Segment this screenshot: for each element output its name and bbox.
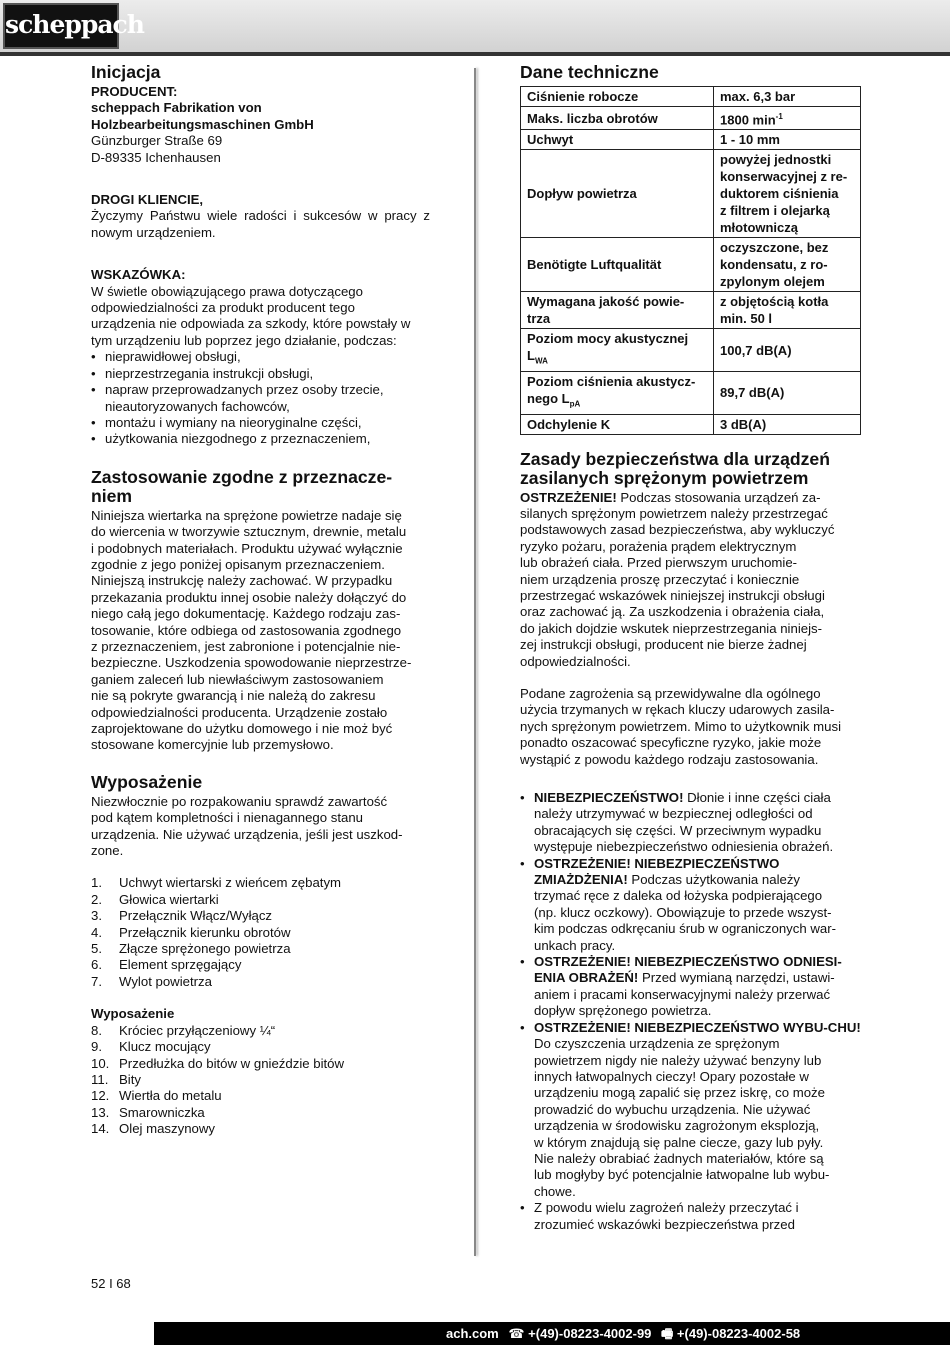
hazard-text: kim podczas odkręcaniu śrub w ograniczonych war-: [534, 921, 836, 937]
spec-value-text: duktorem ciśnienia: [720, 186, 839, 202]
list-item: • nieprawidłowej obsługi,: [91, 349, 430, 365]
spec-label-text: Uchwyt: [527, 132, 574, 148]
item-text: Olej maszynowy: [119, 1121, 216, 1137]
hazard-text: urządzeniu mogą zapalić się przez iskrę, co może: [534, 1085, 825, 1101]
safety-line: zej instrukcji obsługi, producent nie bierze żadnej: [520, 637, 807, 653]
equipment-text: [91, 794, 430, 860]
safety-line: niem urządzenia proszę przeczytać i koniecznie: [520, 571, 800, 587]
list-item: [91, 941, 430, 957]
spec-value-text: konserwacyjnej z re-: [720, 169, 848, 185]
hazard-text: lub mogłyby być potencjalnie łatwopalne lub wybu-: [534, 1167, 830, 1183]
usage-line: stosowane komercyjnie lub przemysłowo.: [91, 737, 334, 753]
list-item: • napraw przeprowadzanych przez osoby trzecie, nieautoryzowanych fachowców,: [91, 382, 430, 415]
usage-text: [91, 508, 430, 754]
hazard-text: zrozumieć wskazówki bezpieczeństwa przed: [534, 1216, 795, 1232]
hazard-text: Dłonie i inne części ciała: [683, 790, 831, 806]
table-row: [521, 329, 861, 372]
dear-customer-label: DROGI KLIENCIE,: [91, 192, 204, 208]
table-row: [521, 371, 861, 414]
hazard-text: trzymać ręce z daleka od łożyska podpierającego: [534, 888, 823, 904]
usage-line: niego całą jego dokumentację. Każdego rodzaju zas-: [91, 606, 401, 622]
spec-value-text: min. 50 l: [720, 311, 773, 327]
usage-line: odpowiedzialności producenta. Urządzenie zostało: [91, 704, 388, 720]
hazard-text: Do czyszczenia urządzenia ze sprężonym: [534, 1036, 780, 1052]
hazard-label: OSTRZEŻENIE! NIEBEZPIECZEŃSTWO ZMIAŻDŻENIA!: [534, 855, 780, 888]
note-line: odpowiedzialności za produkt producent tego: [91, 300, 355, 316]
usage-line: do wiercenia w tworzywie sztucznym, drewnie, metalu: [91, 524, 407, 540]
spec-label: [521, 87, 714, 107]
producer-label: PRODUCENT:: [91, 84, 178, 99]
spec-value-text: z filtrem i olejarką: [720, 203, 830, 219]
footer-blank: [0, 1322, 154, 1345]
hazard-text: prowadzić do wybuchu urządzenia. Nie używać: [534, 1101, 811, 1117]
spec-label: [521, 414, 714, 434]
safety-line: oraz zachować ją. Za uszkodzenia i obrażenia ciała,: [520, 604, 825, 620]
safety-line: [520, 490, 861, 506]
spec-value-text: powyżej jednostki: [720, 152, 832, 168]
item-text: Bity: [119, 1071, 141, 1087]
hazard-text: występuje niebezpieczeństwo odniesienia obrażeń.: [534, 839, 834, 855]
table-row: [521, 292, 861, 329]
item-text: Złącze sprężonego powietrza: [119, 941, 291, 957]
producer-name-2: Holzbearbeitungsmaschinen GmbH: [91, 116, 314, 132]
equipment-line: urządzenia. Nie używać urządzenia, jeśli jest uszkod-: [91, 826, 403, 842]
list-item: [91, 1072, 430, 1088]
hazard-text: urządzenia w środowisku zagrożonym eksplozją,: [534, 1118, 820, 1134]
item-text: Wiertła do metalu: [119, 1088, 222, 1104]
hazard-text: chowe.: [534, 1183, 576, 1199]
safety-para-2: [520, 686, 861, 768]
hazard-text: unkach pracy.: [534, 937, 616, 953]
item-number: 5.: [91, 941, 102, 957]
item-number: 11.: [91, 1071, 109, 1087]
spec-label-text: Odchylenie K: [527, 416, 611, 432]
safety-line: wystąpić z powodu każdego rodzaju zastosowania.: [520, 751, 819, 767]
spec-value: [714, 329, 861, 372]
spec-label: [521, 371, 714, 414]
hazard-text: obracających się części. W przeciwnym wypadku: [534, 822, 822, 838]
hazard-text: powietrzem nigdy nie należy używać benzyny lub: [534, 1052, 822, 1068]
hazard-text: (np. klucz oczkowy). Obowiązuje to przede wszyst-: [534, 904, 832, 920]
hazard-text: w którym znajdują się palne ciecze, gazy lub pyły.: [534, 1134, 824, 1150]
list-item: [91, 1105, 430, 1121]
list-item: [91, 925, 430, 941]
spec-label-text: Poziom mocy akustycznej: [527, 331, 689, 347]
spec-value-text: 100,7 dB(A): [720, 342, 792, 358]
footer-fax: 🖷 +(49)-08223-4002-58: [661, 1326, 801, 1341]
footer-contact: [446, 1325, 806, 1347]
safety-line: nych sprężonym powietrzem. Mimo to użytkownik musi: [520, 718, 841, 734]
item-number: 6.: [91, 957, 102, 973]
equipment-line: Niezwłocznie po rozpakowaniu sprawdź zawartość: [91, 793, 388, 809]
usage-line: zaprojektowane do użytku domowego i nie moż być: [91, 721, 393, 736]
warning-text: Podczas stosowania urządzeń za-: [616, 489, 821, 505]
note-bullet-list: [91, 349, 430, 447]
header-bar: [0, 0, 950, 56]
list-item: [520, 1020, 861, 1200]
spec-label-text: nego L: [527, 390, 570, 406]
column-divider: [474, 68, 476, 1256]
equipment-line: zone.: [91, 843, 124, 859]
spec-subscript: pA: [569, 399, 581, 409]
table-row: [521, 238, 861, 292]
hazard-text: Przed wymianą narzędzi, ustawi-: [638, 970, 835, 986]
spec-value-text: młotowniczą: [720, 220, 799, 236]
spec-label: [521, 150, 714, 238]
item-text: Element sprzęgający: [119, 957, 242, 973]
spec-value-text: kondensatu, z ro-: [720, 257, 828, 273]
item-text: Przedłużka do bitów w gnieździe bitów: [119, 1055, 345, 1071]
table-row: [521, 150, 861, 238]
right-column: [520, 63, 861, 1233]
footer-web: ach.com: [446, 1326, 499, 1341]
usage-line: z przeznaczeniem, jest zabronione i potencjalnie nie-: [91, 638, 401, 654]
address-line-2: D-89335 Ichenhausen: [91, 149, 221, 165]
note-line: W świetle obowiązującego prawa dotyczącego: [91, 283, 363, 299]
spec-label: [521, 329, 714, 372]
hazard-text: Z powodu wielu zagrożeń należy przeczytać i: [534, 1200, 799, 1216]
hazard-text: aniem i pracami konserwacyjnymi należy przerwać: [534, 986, 831, 1002]
list-item: • nieprzestrzegania instrukcji obsługi,: [91, 366, 430, 382]
intro-title: Inicjacja: [91, 62, 161, 82]
usage-line: i podobnych materiałach. Produktu używać wyłącznie: [91, 540, 403, 556]
list-item: [91, 1023, 430, 1039]
warning-label: OSTRZEŻENIE!: [520, 489, 617, 505]
usage-line: przekazania produktu innej osobie należy dołączyć do: [91, 589, 407, 605]
accessories-title: Wyposażenie: [91, 1006, 175, 1022]
list-item: [91, 908, 430, 924]
hazard-text: dopływ sprężonego powietrza.: [534, 1003, 712, 1019]
note-line: urządzenia nie odpowiada za szkody, które powstały w: [91, 316, 411, 332]
spec-value: [714, 292, 861, 329]
list-item: [91, 957, 430, 973]
note-text: [91, 284, 430, 350]
footer-bar: [0, 1322, 950, 1345]
spec-value-text: 1800 min: [720, 112, 776, 128]
safety-line: odpowiedzialności.: [520, 653, 631, 669]
usage-line: zgodnie z jego poniżej opisanym przeznaczeniem.: [91, 556, 385, 572]
usage-line: bezpieczne. Uszkodzenia spowodowanie nieprzestrze-: [91, 655, 412, 671]
safety-line: lub obrażeń ciała. Przed pierwszym uruchomie-: [520, 555, 798, 571]
item-number: 7.: [91, 973, 102, 989]
usage-line: ganiem zaleceń lub niewłaściwym zastosowaniem: [91, 671, 384, 687]
hazard-text: Nie należy obrabiać żadnych materiałów, które są: [534, 1150, 824, 1166]
safety-bullet-list: [520, 790, 861, 1233]
safety-line: ryzyko pożaru, porażenia prądem elektrycznym: [520, 538, 797, 554]
list-item: • użytkowania niezgodnego z przeznaczeniem,: [91, 431, 430, 447]
item-text: Klucz mocujący: [119, 1039, 211, 1055]
producer-name-1: scheppach Fabrikation von: [91, 100, 262, 116]
list-item: [520, 856, 861, 954]
spec-value: [714, 87, 861, 107]
brand-logo: scheppach: [3, 3, 119, 49]
safety-line: silanych sprężonym powietrzem należy przestrzegać: [520, 505, 828, 521]
item-number: 8.: [91, 1022, 102, 1038]
item-number: 4.: [91, 924, 102, 940]
item-number: 3.: [91, 908, 102, 924]
spec-superscript: -1: [775, 112, 783, 121]
spec-value-text: zpylonym olejem: [720, 274, 825, 290]
safety-intro: [520, 490, 861, 670]
usage-title-line-1: Zastosowanie zgodne z przeznacze-: [91, 466, 393, 487]
usage-title-line-2: niem: [91, 485, 133, 506]
spec-value-text: 1 - 10 mm: [720, 132, 780, 148]
table-row: [521, 130, 861, 150]
equipment-line: pod kątem kompletności i nienagannego stanu: [91, 810, 363, 826]
item-text: Przełącznik kierunku obrotów: [119, 924, 291, 940]
spec-label-text: Dopływ powietrza: [527, 186, 637, 202]
safety-title-line-1: Zasady bezpieczeństwa dla urządzeń: [520, 448, 830, 469]
note-label: WSKAZÓWKA:: [91, 267, 186, 283]
spec-label: [521, 238, 714, 292]
accessories-list: [91, 1023, 430, 1138]
note-line: tym urządzeniu lub poprzez jego działanie, podczas:: [91, 332, 397, 348]
item-number: 12.: [91, 1088, 110, 1104]
list-item: [91, 1039, 430, 1055]
spec-value: [714, 371, 861, 414]
item-text: Króciec przyłączeniowy ¼“: [119, 1022, 276, 1038]
hazard-text: należy utrzymywać w bezpiecznej odległości od: [534, 806, 813, 822]
spec-label: [521, 130, 714, 150]
item-number: 14.: [91, 1121, 110, 1137]
page-number: 52 I 68: [91, 1276, 131, 1291]
left-column: [91, 63, 430, 1138]
list-item: [91, 1088, 430, 1104]
spec-subscript: WA: [534, 356, 548, 366]
parts-list: [91, 875, 430, 990]
footer-phone: ☎ +(49)-08223-4002-99: [508, 1326, 652, 1341]
spec-label: [521, 292, 714, 329]
spec-label-text: Ciśnienie robocze: [527, 89, 639, 104]
table-row: [521, 87, 861, 107]
list-item: [91, 974, 430, 990]
hazard-label: NIEBEZPIECZEŃSTWO!: [534, 790, 684, 806]
spec-label-text: Maks. liczba obrotów: [527, 110, 658, 126]
safety-line: podstawowych zasad bezpieczeństwa, aby wykluczyć: [520, 522, 835, 538]
safety-line: do jakich dojdzie wskutek nieprzestrzegania niniejs-: [520, 620, 823, 636]
spec-label-text: Benötigte Luftqualität: [527, 257, 662, 273]
spec-value-text: 3 dB(A): [720, 416, 767, 432]
spec-value: [714, 130, 861, 150]
equipment-title: Wyposażenie: [91, 771, 203, 792]
spec-value: [714, 238, 861, 292]
list-item: [91, 1056, 430, 1072]
list-item: [91, 875, 430, 891]
list-item: • montażu i wymiany na nieoryginalne części,: [91, 415, 430, 431]
spec-label-text: trza: [527, 311, 551, 327]
usage-line: Niniejszą instrukcję należy zachować. W przypadku: [91, 573, 393, 589]
spec-value-text: oczyszczone, bez: [720, 240, 829, 256]
hazard-label: OSTRZEŻENIE! NIEBEZPIECZEŃSTWO ODNIESI-ENIA OBRAŻEŃ!: [534, 954, 842, 986]
safety-line: użycia trzymanych w rękach kluczy udarowych zasila-: [520, 702, 835, 718]
list-item: [520, 954, 861, 1020]
list-item: [520, 790, 861, 856]
hazard-text: innych łatwopalnych cieczy! Opary pozostałe w: [534, 1068, 809, 1084]
spec-value-text: 89,7 dB(A): [720, 385, 785, 401]
safety-line: przestrzegać wskazówek niniejszej instrukcji obsługi: [520, 587, 825, 603]
spec-label-text: Wymagana jakość powie-: [527, 294, 685, 310]
list-item: [91, 892, 430, 908]
item-text: Uchwyt wiertarski z wieńcem zębatym: [119, 875, 342, 891]
hazard-label: OSTRZEŻENIE! NIEBEZPIECZEŃSTWO WYBU-CHU!: [534, 1019, 861, 1035]
table-row: [521, 107, 861, 130]
spec-value: [714, 107, 861, 130]
item-number: 1.: [91, 875, 102, 891]
hazard-text: Podczas użytkowania należy: [627, 872, 801, 888]
item-text: Głowica wiertarki: [119, 891, 219, 907]
safety-line: ponadto oszacować specyficzne ryzyko, jakie może: [520, 735, 822, 751]
item-text: Wylot powietrza: [119, 973, 212, 989]
spec-value-text: z objętością kotła: [720, 294, 829, 310]
item-text: Smarowniczka: [119, 1104, 205, 1120]
item-number: 9.: [91, 1039, 102, 1055]
list-item: [520, 1200, 861, 1233]
table-row: [521, 414, 861, 434]
spec-label: [521, 107, 714, 130]
spec-label-text: Poziom ciśnienia akustycz-: [527, 373, 696, 389]
spec-value-text: max. 6,3 bar: [720, 89, 796, 104]
usage-line: nie są pokryte gwarancją i nie należą do zakresu: [91, 688, 376, 704]
tech-data-table: [520, 86, 861, 435]
spec-value: [714, 414, 861, 434]
address-line-1: Günzburger Straße 69: [91, 133, 223, 149]
spec-label-text: L: [527, 348, 535, 364]
dear-customer-text: Życzymy Państwu wiele radości i sukcesów w pracy z nowym urządzeniem.: [91, 208, 430, 240]
safety-line: Podane zagrożenia są przewidywalne dla ogólnego: [520, 685, 821, 701]
item-number: 10.: [91, 1055, 110, 1071]
spec-value: [714, 150, 861, 238]
item-number: 13.: [91, 1104, 110, 1120]
usage-line: tosowanie, które odbiega od zastosowania zgodnego: [91, 622, 402, 638]
usage-line: Niniejsza wiertarka na sprężone powietrze nadaje się: [91, 507, 402, 523]
item-number: 2.: [91, 891, 102, 907]
list-item: [91, 1121, 430, 1137]
item-text: Przełącznik Włącz/Wyłącz: [119, 908, 273, 924]
tech-data-title: Dane techniczne: [520, 62, 659, 82]
safety-title-line-2: zasilanych sprężonym powietrzem: [520, 467, 809, 488]
